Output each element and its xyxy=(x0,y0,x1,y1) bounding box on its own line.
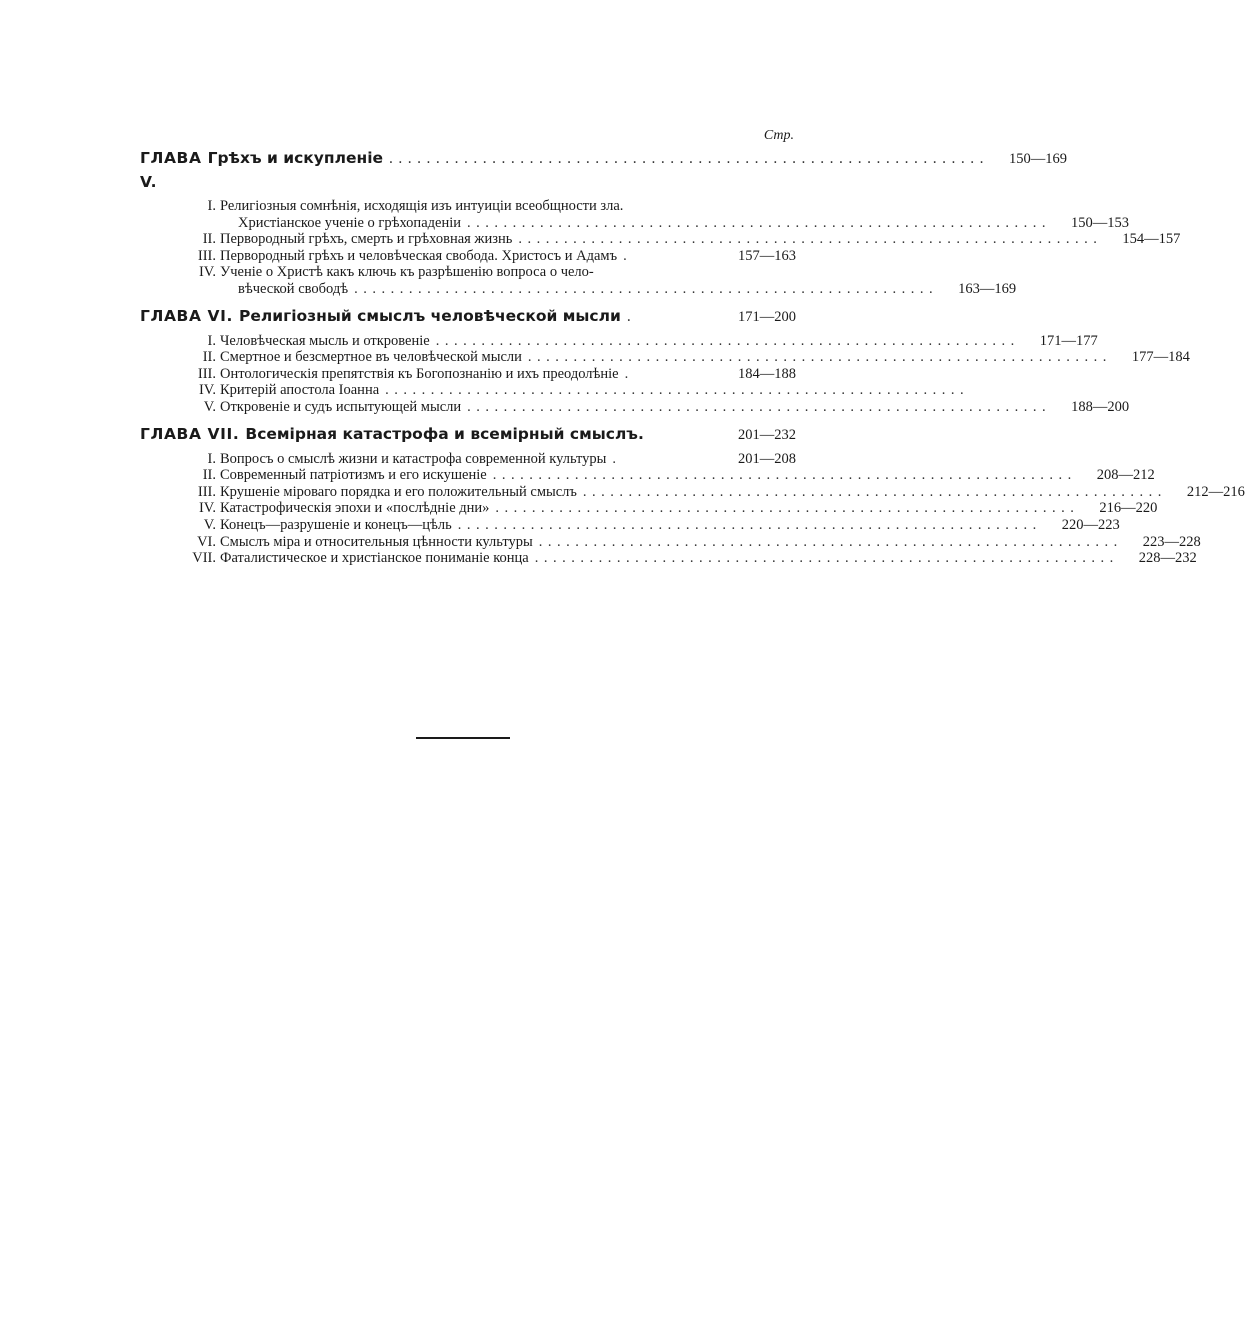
entry-title: Первородный грѣхъ, смерть и грѣховная жизнь xyxy=(220,231,513,248)
entry-number: IV. xyxy=(198,382,216,399)
leader-dots: ................................................................ xyxy=(467,214,1051,231)
entry-pages: 184—188 xyxy=(738,365,796,382)
leader-dots: ................................................................ xyxy=(354,280,939,297)
entry-pages: 228—232 xyxy=(1138,550,1197,567)
entry-title: Откровеніе и судъ испытующей мысли xyxy=(220,398,462,415)
entry-title: Человѣческая мысль и откровеніе xyxy=(220,332,430,349)
entry-number: II. xyxy=(202,349,216,366)
toc-entry xyxy=(140,349,1190,366)
entry-number: IV. xyxy=(198,264,216,281)
entry-pages: 177—184 xyxy=(1131,349,1190,366)
leader-dots: . xyxy=(612,450,622,467)
toc-entry xyxy=(140,231,1181,248)
entry-title-continued: вѣческой свободѣ xyxy=(238,280,349,297)
toc-entry xyxy=(140,332,1098,350)
entry-number: I. xyxy=(207,332,216,349)
entry-pages: 150—153 xyxy=(1071,214,1129,231)
entry-title: Современный патріотизмъ и его искушеніе xyxy=(220,467,487,484)
chapter-label: ГЛАВА VII. xyxy=(140,424,240,443)
entry-title: Вопросъ о смыслѣ жизни и катастрофа современной культуры xyxy=(220,450,607,467)
leader-dots: ................................................................ xyxy=(582,483,1167,500)
toc-entry xyxy=(140,516,1120,534)
entry-number: V. xyxy=(203,398,216,415)
entry-number: III. xyxy=(197,365,216,382)
chapter-label: ГЛАВА V. xyxy=(140,149,202,191)
leader-dots: ................................................................ xyxy=(534,550,1119,567)
entry-number: I. xyxy=(207,198,216,214)
entry-number: II. xyxy=(202,467,216,484)
leader-dots: ................................................................ xyxy=(527,349,1112,366)
entry-pages: 216—220 xyxy=(1099,500,1158,517)
entry-pages: 223—228 xyxy=(1142,533,1201,550)
entry-pages: 171—177 xyxy=(1039,332,1098,349)
entry-pages: 154—157 xyxy=(1122,231,1181,248)
section-list xyxy=(140,450,1245,567)
entry-pages: 157—163 xyxy=(738,247,796,264)
entry-number: I. xyxy=(207,450,216,467)
leader-dots: ................................................................ xyxy=(492,467,1077,484)
leader-dots: ................................................................ xyxy=(538,533,1123,550)
chapter-heading xyxy=(140,304,796,329)
chapter-title: Религіозный смыслъ человѣческой мысли xyxy=(239,306,621,325)
toc-entry xyxy=(140,550,1197,567)
entry-title: Смыслъ міра и относительныя цѣнности культуры xyxy=(220,533,533,550)
entry-number: II. xyxy=(202,231,216,248)
entry-title: Онтологическія препятствія къ Богопознанію и ихъ преодолѣніе xyxy=(220,365,619,382)
table-of-contents xyxy=(140,126,1245,573)
leader-dots: ................................................................ xyxy=(457,516,1042,533)
leader-dots: ................................................................ xyxy=(385,382,970,399)
entry-number: IV. xyxy=(198,500,216,517)
entry-title: Религіозныя сомнѣнія, исходящія изъ интуиціи всеобщности зла. xyxy=(220,198,624,214)
toc-entry xyxy=(140,264,1017,297)
toc-entry xyxy=(140,398,1130,416)
entry-pages: 201—208 xyxy=(738,450,796,467)
section-list xyxy=(140,332,1190,416)
chapter-label: ГЛАВА VI. xyxy=(140,306,234,325)
chapter-pages: 201—232 xyxy=(738,426,796,443)
entry-number: VI. xyxy=(197,533,216,550)
entry-title: Ученіе о Христѣ какъ ключь къ разрѣшенію вопроса о чело- xyxy=(220,264,594,281)
toc-entry xyxy=(140,366,796,383)
leader-dots: . xyxy=(624,365,634,382)
entry-number: V. xyxy=(203,516,216,533)
section-list xyxy=(140,198,1181,298)
entry-pages: 188—200 xyxy=(1071,398,1130,415)
toc-entry xyxy=(140,467,1155,484)
toc-entry xyxy=(140,248,796,265)
chapter-heading xyxy=(140,422,796,447)
entry-number: III. xyxy=(197,247,216,264)
chapter-pages: 150—169 xyxy=(1009,151,1068,167)
leader-dots: ................................................................ xyxy=(389,150,990,167)
entry-title: Фаталистическое и христіанское пониманіе конца xyxy=(220,550,529,567)
leader-dots: ................................................................ xyxy=(435,332,1020,349)
chapter-heading xyxy=(140,146,1068,194)
toc-entry xyxy=(140,382,970,399)
entry-pages: 212—216 xyxy=(1186,483,1245,500)
entry-number: III. xyxy=(197,483,216,500)
entry-title: Критерій апостола Іоанна xyxy=(220,382,380,399)
entry-pages: 208—212 xyxy=(1096,467,1155,484)
chapter-title: Всемірная катастрофа и всемірный смыслъ. xyxy=(245,424,644,443)
toc-entry xyxy=(140,451,796,468)
page-column-label: Стр. xyxy=(763,128,794,143)
entry-title: Первородный грѣхъ и человѣческая свобода. Христосъ и Адамъ xyxy=(220,247,618,264)
entry-title: Конецъ—разрушеніе и конецъ—цѣль xyxy=(220,516,452,533)
leader-dots: ................................................................ xyxy=(467,398,1052,415)
leader-dots: ................................................................ xyxy=(495,500,1080,517)
toc-entry xyxy=(140,483,1245,501)
toc-entry xyxy=(140,198,1129,231)
entry-title: Катастрофическія эпохи и «послѣдніе дни» xyxy=(220,500,490,517)
leader-dots: . xyxy=(623,247,633,264)
entry-number: VII. xyxy=(192,550,216,567)
leader-dots: . xyxy=(626,307,637,325)
entry-title: Смертное и безсмертное въ человѣческой мысли xyxy=(220,349,522,366)
end-rule xyxy=(416,737,510,739)
entry-title-continued: Христіанское ученіе о грѣхопаденіи xyxy=(238,214,461,231)
entry-pages: 163—169 xyxy=(958,280,1017,297)
entry-title: Крушеніе міроваго порядка и его положительный смыслъ xyxy=(220,483,577,500)
chapter-title: Грѣхъ и искупленіе xyxy=(207,149,384,167)
chapter-pages: 171—200 xyxy=(738,308,796,325)
leader-dots: ................................................................ xyxy=(518,231,1103,248)
entry-pages: 220—223 xyxy=(1061,516,1120,533)
toc-entry xyxy=(140,533,1201,551)
toc-entry xyxy=(140,500,1158,517)
